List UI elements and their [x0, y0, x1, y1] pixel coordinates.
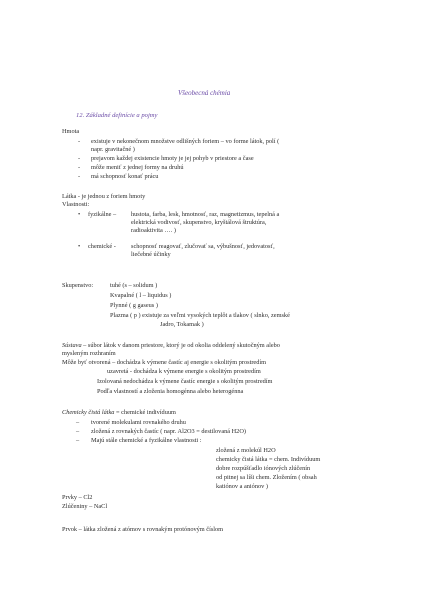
- chem-cista-dash-3: –: [76, 437, 80, 444]
- zlucenina-line: Zlúčeniny – NaCl: [62, 503, 108, 510]
- skupenstvo-item-3: Plynné ( g gaseus ): [110, 302, 158, 309]
- sustava-term: Sústava: [62, 342, 82, 349]
- hmota-dash-2: -: [78, 155, 81, 162]
- chem-cista-line: [62, 409, 176, 416]
- chemicke-bullet: •: [78, 243, 81, 250]
- chemicke-line-1: schopnosť reagovať, zlučovať sa, výbušnosť, jedovatosť,: [131, 243, 275, 250]
- page-title: Všeobecná chémia: [178, 89, 231, 97]
- h2o-line-2: chemicky čistá látka = chem. Indivíduum: [216, 456, 321, 463]
- fyzikalne-line-3: radioaktivita …. ): [131, 227, 176, 234]
- chem-cista-definition: = chemické indivíduum: [114, 409, 176, 416]
- hmota-dash-3: -: [78, 164, 81, 171]
- chem-cista-term: Chemicky čistá látka: [62, 409, 115, 416]
- hmota-item-1: existuje v nekonečnom množstve odlišných foriem – vo forme látok, polí (: [91, 138, 280, 145]
- hmota-item-1-cont: napr. gravitačné ): [91, 146, 135, 153]
- latka-properties-label: Vlastnosti:: [62, 201, 90, 208]
- prvok-line: Prvok – látka zložená z atómov s rovnakým protónovým číslom: [62, 526, 224, 533]
- skupenstvo-item-1: tuhé (s – solidum ): [110, 282, 158, 289]
- sustava-line-3: Môže byť otvorená – dochádza k výmene častíc aj energie s okolitým prostredím: [62, 359, 267, 366]
- sustava-line-5: Izolovaná nedochádza k výmene častíc energie s okolitým prostredím: [97, 378, 273, 385]
- chem-cista-item-3: Majú stále chemické a fyzikálne vlastnosti :: [91, 437, 202, 444]
- fyzikalne-line-1: hustota, farba, lesk, hmotnosť, raz, magnetizmus, tepelná a: [131, 211, 280, 218]
- chemicke-label: chemické -: [88, 243, 116, 250]
- hmota-item-3: môže meniť z jednej formy na druhú: [91, 164, 184, 171]
- hmota-item-4: má schopnosť konať prácu: [91, 173, 159, 180]
- skupenstvo-item-4-cont: Jadro, Tokamak ): [160, 321, 204, 328]
- h2o-line-4: od pitnej sa líši chem. Zložením ( obsah: [216, 474, 317, 481]
- skupenstvo-item-4: Plazma ( p ) existuje za veľmi vysokých teplôt a tlakov ( slnko, zemské: [110, 312, 290, 319]
- hmota-heading: Hmota: [62, 128, 80, 135]
- fyzikalne-line-2: elektrická vodivosť, skupenstvo, kryštálová štruktúra,: [131, 219, 267, 226]
- prvky-line: Prvky – Cl2: [62, 494, 93, 501]
- chem-cista-dash-2: –: [76, 428, 80, 435]
- skupenstvo-item-2: Kvapalné ( l – liquidus ): [110, 292, 172, 299]
- chem-cista-item-2: zložená z rovnakých častíc ( napr. Al2O3 = destilovaná H2O): [91, 428, 246, 435]
- hmota-dash-1: -: [78, 138, 81, 145]
- fyzikalne-label: fyzikálne –: [88, 211, 117, 218]
- sustava-line-1: [62, 342, 280, 349]
- h2o-line-5: katiónov a aniónov ): [216, 483, 268, 490]
- fyzikalne-bullet: •: [78, 211, 81, 218]
- chem-cista-dash-1: –: [76, 419, 80, 426]
- page-subtitle: 12. Základné definície a pojmy: [76, 112, 158, 119]
- sustava-definition: – súbor látok v danom priestore, ktorý je od okolia oddelený skutočným alebo: [81, 342, 280, 349]
- h2o-line-1: zložená z molekúl H2O: [216, 447, 276, 454]
- sustava-line-4: uzavretá - dochádza k výmene energie s okolitým prostredím: [107, 368, 261, 375]
- h2o-line-3: dobre rozpúšťadlo iónových zlúčenín: [216, 465, 311, 472]
- hmota-dash-4: -: [78, 173, 81, 180]
- sustava-line-2: mysleným rozhraním: [62, 350, 116, 357]
- hmota-item-2: prejavom každej existencie hmoty je jej pohyb v priestore a čase: [91, 155, 254, 162]
- sustava-line-6: Podľa vlastností a zloženia homogénna alebo heterogénna: [97, 388, 244, 395]
- latka-heading: Látka - je jednou z foriem hmoty: [62, 193, 146, 200]
- chem-cista-item-1: tvorené molekulami rovnakého druhu: [91, 419, 186, 426]
- skupenstvo-label: Skupenstvo:: [62, 282, 94, 289]
- chemicke-line-2: liečebné účinky: [131, 251, 171, 258]
